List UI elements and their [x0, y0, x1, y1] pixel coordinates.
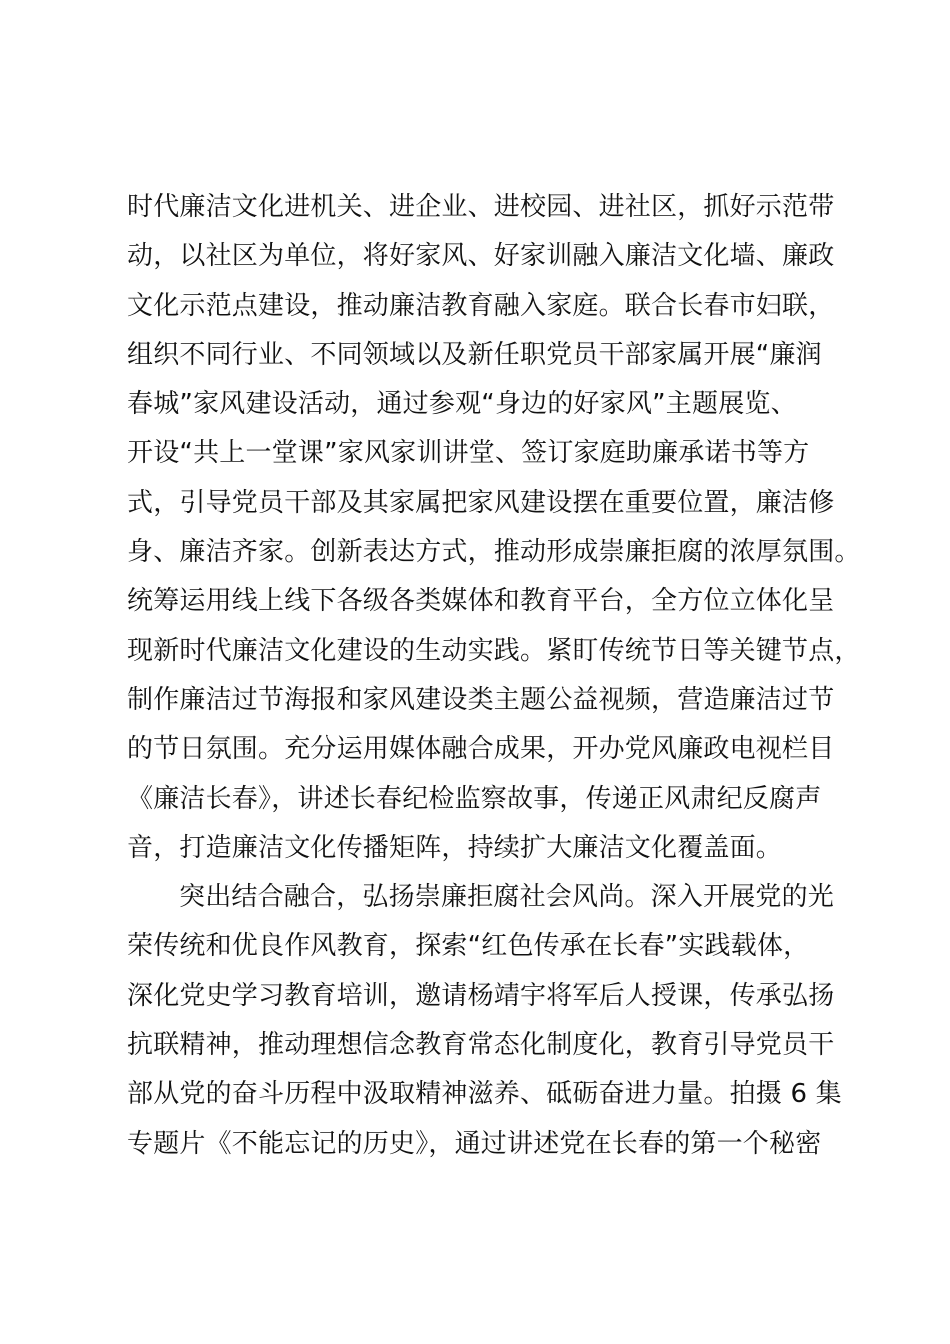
text-line: 式，引导党员干部及其家属把家风建设摆在重要位置，廉洁修	[127, 487, 835, 518]
text-line: 春城”家风建设活动，通过参观“身边的好家风”主题展览、	[127, 389, 797, 420]
text-line: 统筹运用线上线下各级各类媒体和教育平台，全方位立体化呈	[127, 586, 835, 617]
text-line: 组织不同行业、不同领域以及新任职党员干部家属开展“廉润	[127, 339, 822, 370]
text-line: 深化党史学习教育培训，邀请杨靖宇将军后人授课，传承弘扬	[127, 980, 835, 1011]
text-line: 音，打造廉洁文化传播矩阵，持续扩大廉洁文化覆盖面。	[127, 832, 783, 863]
paragraph-start-line: 突出结合融合，弘扬崇廉拒腐社会风尚。深入开展党的光	[179, 882, 835, 913]
body-text	[127, 183, 861, 1169]
text-line: 专题片《不能忘记的历史》，通过讲述党在长春的第一个秘密	[127, 1128, 822, 1159]
text-line: 动，以社区为单位，将好家风、好家训融入廉洁文化墙、廉政	[127, 241, 835, 272]
text-line: 《廉洁长春》，讲述长春纪检监察故事，传递正风肃纪反腐声	[127, 783, 822, 814]
text-line: 开设“共上一堂课”家风家训讲堂、签订家庭助廉承诺书等方	[127, 438, 810, 469]
text-line: 荣传统和优良作风教育，探索“红色传承在长春”实践载体，	[127, 931, 810, 962]
text-line: 文化示范点建设，推动廉洁教育融入家庭。联合长春市妇联，	[127, 290, 835, 321]
text-line: 制作廉洁过节海报和家风建设类主题公益视频，营造廉洁过节	[127, 684, 835, 715]
text-line: 现新时代廉洁文化建设的生动实践。紧盯传统节日等关键节点，	[127, 635, 861, 666]
text-line: 部从党的奋斗历程中汲取精神滋养、砥砺奋进力量。拍摄 6 集	[127, 1079, 842, 1110]
text-line: 抗联精神，推动理想信念教育常态化制度化，教育引导党员干	[127, 1030, 835, 1061]
text-line: 时代廉洁文化进机关、进企业、进校园、进社区，抓好示范带	[127, 192, 835, 222]
text-line: 身、廉洁齐家。创新表达方式，推动形成崇廉拒腐的浓厚氛围。	[127, 537, 861, 568]
text-line: 的节日氛围。充分运用媒体融合成果，开办党风廉政电视栏目	[127, 734, 835, 765]
